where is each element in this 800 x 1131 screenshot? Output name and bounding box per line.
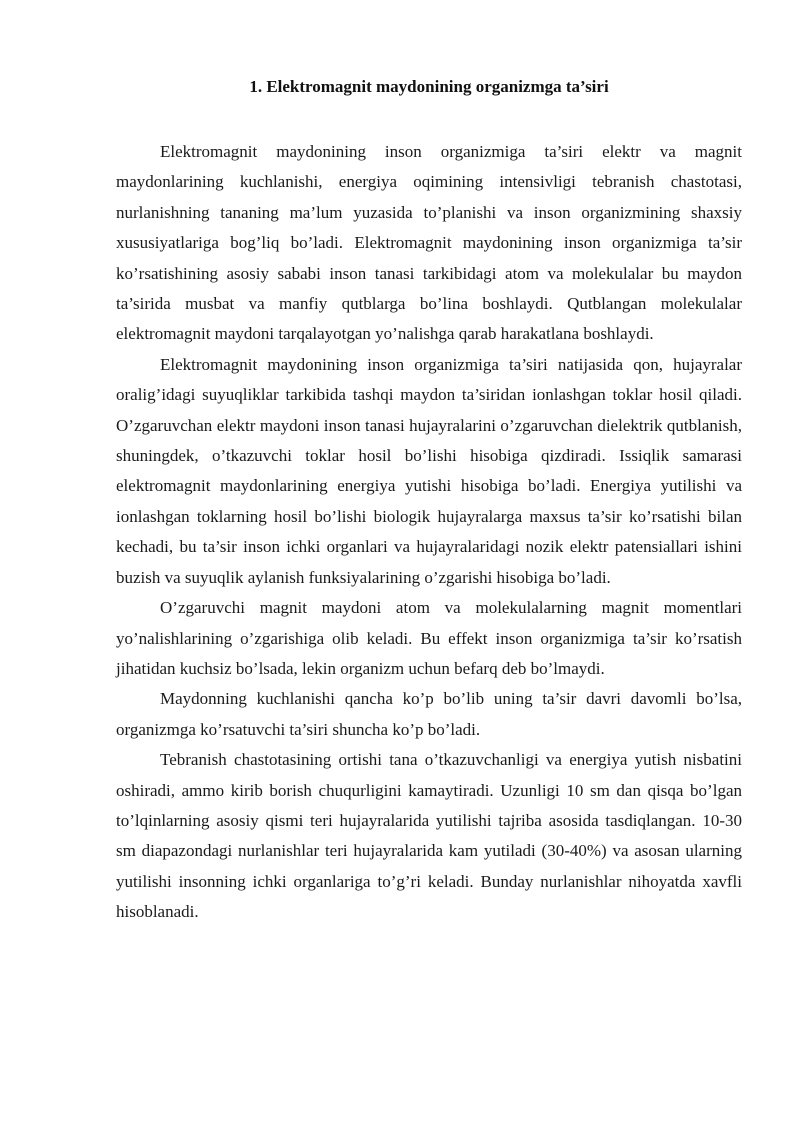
body-text [116, 137, 742, 928]
paragraph-3: O’zgaruvchi magnit maydoni atom va molekulalarning magnit momentlari yo’nalishlarining o’zgarishiga olib keladi. Bu effekt inson organizmiga ta’sir ko’rsatish jihatidan kuchsiz bo’lsada, lekin organizm uchun befarq deb bo’lmaydi. [116, 598, 742, 678]
section-heading: 1. Elektromagnit maydonining organizmga ta’siri [249, 77, 609, 96]
paragraph-2: Elektromagnit maydonining inson organizmiga ta’siri natijasida qon, hujayralar oralig’idagi suyuqliklar tarkibida tashqi maydon ta’siridan ionlashgan toklar hosil qiladi. O’zgaruvchan elektr maydoni inson tanasi hujayralarini o’zgaruvchan dielektrik qutblanish, shuningdek, o’tkazuvchi toklar hosil bo’lishi hisobiga qizdiradi. Issiqlik samarasi elektromagnit maydonlarining energiya yutishi hisobiga bo’ladi. Energiya yutilishi va ionlashgan toklarning hosil bo’lishi biologik hujayralarga maxsus ta’sir ko’rsatishi bilan kechadi, bu ta’sir inson ichki organlari va hujayralaridagi nozik elektr patensiallari ishini buzish va suyuqlik aylanish funksiyalarining o’zgarishi hisobiga bo’ladi. [116, 354, 742, 587]
paragraph-5: Tebranish chastotasining ortishi tana o’tkazuvchanligi va energiya yutish nisbatini oshiradi, ammo kirib borish chuqurligini kamaytiradi. Uzunligi 10 sm dan qisqa bo’lgan to’lqinlarning asosiy qismi teri hujayralarida yutilishi tajriba asosida tasdiqlangan. 10-30 sm diapazondagi nurlanishlar teri hujayralarida kam yutiladi (30-40%) va asosan ularning yutilishi insonning ichki organlariga to’g’ri keladi. Bunday nurlanishlar nihoyatda xavfli hisoblanadi. [116, 750, 742, 922]
paragraph-1: Elektromagnit maydonining inson organizmiga ta’siri elektr va magnit maydonlarining kuchlanishi, energiya oqimining intensivligi tebranish chastotasi, nurlanishning tananing ma’lum yuzasida to’planishi va inson organizmining shaxsiy xususiyatlariga bog’liq bo’ladi. Elektromagnit maydonining inson organizmiga ta’sir ko’rsatishining asosiy sababi inson tanasi tarkibidagi atom va molekulalar bu maydon ta’sirida musbat va manfiy qutblarga bo’lina boshlaydi. Qutblangan molekulalar elektromagnit maydoni tarqalayotgan yo’nalishga qarab harakatlana boshlaydi. [116, 142, 742, 344]
paragraph-4: Maydonning kuchlanishi qancha ko’p bo’lib uning ta’sir davri davomli bo’lsa, organizmga ko’rsatuvchi ta’siri shuncha ko’p bo’ladi. [116, 689, 742, 739]
